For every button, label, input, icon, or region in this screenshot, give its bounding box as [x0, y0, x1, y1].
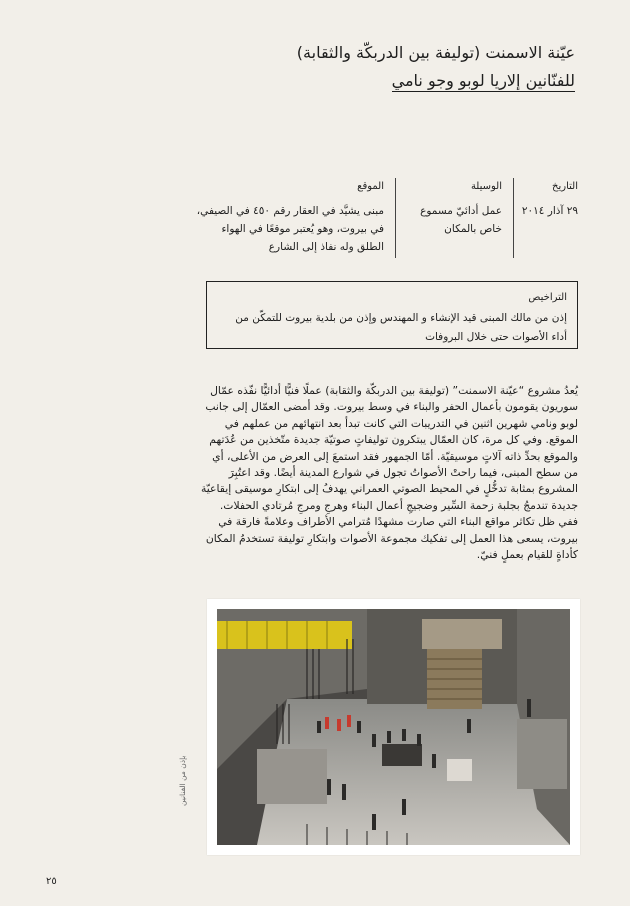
date-label: التاريخ [552, 181, 578, 192]
construction-site-photo [207, 599, 580, 855]
permits-label: التراخيص [528, 292, 567, 303]
page-number: ٢٥ [46, 876, 57, 887]
medium-value: عمل أدائيّ مسموع خاص بالمكان [420, 205, 502, 235]
meta-medium [410, 178, 502, 238]
place-label: الموقع [357, 181, 384, 192]
permits-box [206, 281, 578, 349]
permits-text: إذن من مالك المبنى قيد الإنشاء و المهندس وإذن من بلدية بيروت للتمكّن من أداء الأصوات حتى خلال البروفات [235, 312, 567, 343]
meta-place [194, 178, 384, 256]
meta-date [516, 178, 578, 220]
title-line-2 [75, 68, 575, 94]
photo-credit: بإذن من الفنانين [178, 755, 187, 806]
date-value: ٢٩ آذار ٢٠١٤ [521, 205, 578, 217]
title-line-1: عيّنة الاسمنت (توليفة بين الدربكّة والثقابة) [296, 43, 575, 62]
artists-name: للفنّانين إلاريا لوبو وجو نامي [391, 71, 575, 90]
divider [513, 178, 514, 258]
body-paragraph: يُعدُ مشروع “عيّنة الاسمنت” (توليفة بين الدربكّة والثقابة) عملًا فنيًّا أدائيًّا نفّذه عمّال سوريون يقومون بأعمال الحفر والبناء في وسط بيروت. وقد أمضى العمّال إلى جانب لوبو ونامي شهرين اثنين في التدريبات التي كانت تبدأ بعد انتهائهم من عملهم في الموقع. وفي كل مرة، كان العمّال يبتكرون توليفاتٍ صوتيّة جديدة متّخذين من عُدَتهم والموقع بحدِّ ذاته آلاتٍ موسيقيّة. أمّا الجمهور فقد استمعَ إلى العرض من الأعلى، أي من سطح المبنى، فيما راحتْ الأصواتُ تجول في شوارع المدينة أيضًا. وقد اعتُبِرَ المشروع بمثابة تدخُّلٍ في المحيط الصوتي العمراني يهدفُ إلى ابتكارِ موسيقى إيقاعيّة جديدة تندمجُ بجلبة زحمة السِّير وضجيجِ أعمال البناء وهرجِ ومرجِ مُرتادي الحفلات. ففي ظل تكاثر مواقع البناء التي صارت مشهدًا مُترامي الأطراف وعلامةً فارقة في بيروت، يسعى هذا العمل إلى تفكيك مجموعة الأصوات وابتكارِ توليفة تستخدمُ المكان كأداةٍ للقيام بعملٍ فنيّ. [201, 384, 578, 562]
photo-image [217, 609, 570, 845]
medium-label: الوسيلة [470, 181, 502, 192]
place-value: مبنى يشيَّد في العقار رقم ٤٥٠ في الصيفي، في بيروت، وهو يُعتبر موقعًا في الهواء الطلق وله نفاذ إلى الشارع [196, 205, 384, 253]
divider [395, 178, 396, 258]
